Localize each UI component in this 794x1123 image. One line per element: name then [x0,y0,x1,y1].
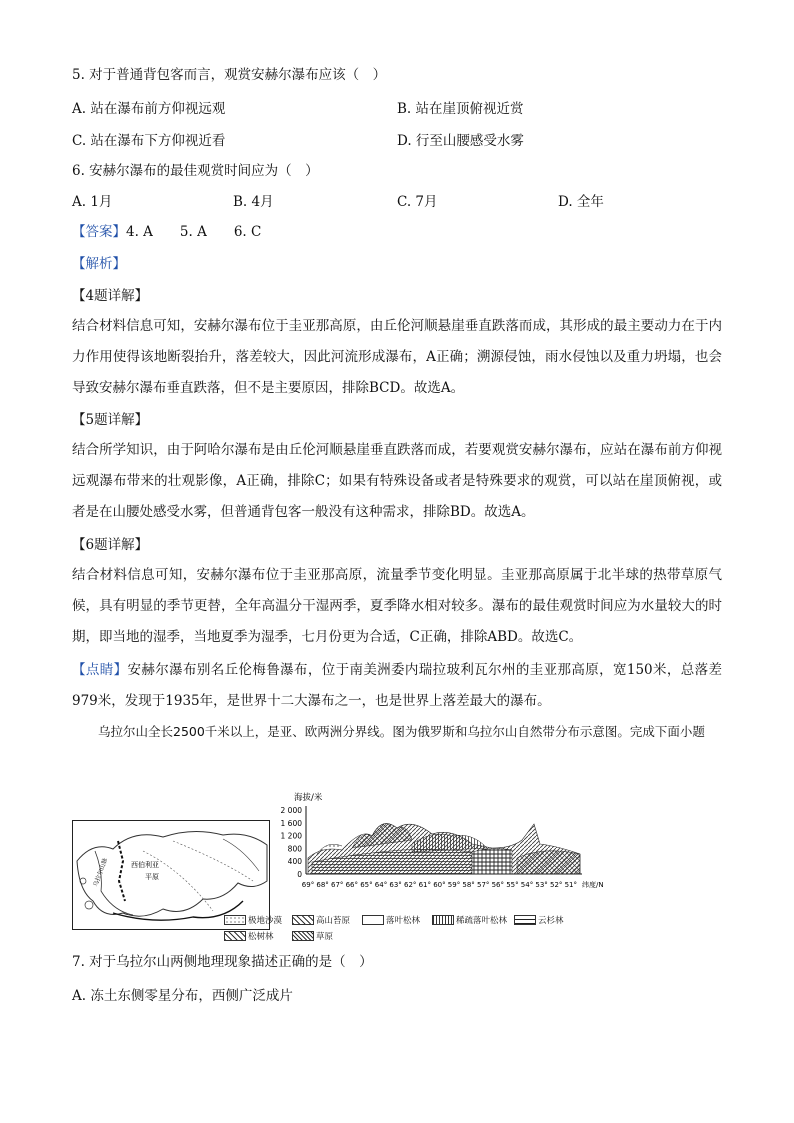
y-tick-label: 400 [287,857,302,867]
q6-option-c: C. 7月 [397,194,438,210]
y-ticks [281,806,303,879]
legend-item-larch [362,914,420,926]
analysis-tag: 【解析】 [72,256,126,272]
answer-tag: 【答案】 [72,224,126,240]
detail-4-heading: 【4题详解】 [72,288,149,304]
detail-4-text: 结合材料信息可知，安赫尔瀑布位于圭亚那高原，由丘伦河顺悬崖垂直跌落而成，其形成的最主要动力在于内力作用使得该地断裂抬升，落差较大，因此河流形成瀑布，A正确；溯源侵蚀，雨水侵蚀以及重力坍塌，也会导致安赫尔瀑布垂直跌落，但不是主要原因，排除BCD。故选A。 [72,318,722,396]
x-tick-label: 52° [549,881,563,889]
x-ticks [302,881,577,889]
y-tick-label: 800 [287,844,302,854]
legend-swatch [292,915,314,925]
detail-6-heading: 【6题详解】 [72,537,149,553]
x-tick-label: 55° [506,881,519,889]
map-label-a: 西伯利亚 [131,861,159,869]
detail-5-heading: 【5题详解】 [72,412,149,428]
legend-label: 松树林 [248,932,274,942]
map-label-b: 平原 [145,873,159,881]
q6-option-b: B. 4月 [233,194,274,210]
legend-swatch [224,915,246,925]
uralian-intro: 乌拉尔山全长2500千米以上，是亚、欧两洲分界线。图为俄罗斯和乌拉尔山自然带分布示意图。完成下面小题 [98,724,705,739]
legend-item-alpine-tundra [292,914,350,926]
legend-swatch [292,931,314,941]
figure-russia-ural [72,788,622,920]
q7-option-a: A. 冻土东侧零星分布，西侧广泛成片 [72,988,293,1004]
x-tick-label: 58° [462,881,475,889]
answer-text: 4. A 5. A 6. C [126,224,262,240]
x-tick-label: 51° [564,881,578,889]
legend-label: 极地沙漠 [248,916,283,926]
x-tick-label: 57° [476,881,490,889]
legend-label: 草原 [316,932,334,942]
q6-stem: 6. 安赫尔瀑布的最佳观赏时间应为（ ） [72,163,319,179]
band-spruce [472,848,512,874]
x-tick-label: 65° [360,881,373,889]
elevation-profile [272,788,622,920]
legend-label: 落叶松林 [386,916,421,926]
y-tick-label: 1 200 [280,831,302,841]
detail-5-text: 结合所学知识，由于阿哈尔瀑布是由丘伦河顺悬崖垂直跌落而成，若要观赏安赫尔瀑布，应站在瀑布前方仰视远观瀑布带来的壮观影像，A正确，排除C；如果有特殊设备或者是特殊要求的观赏，可以站在崖顶俯视，或者是在山腰处感受水雾，但普通背包客一般没有这种需求，排除BD。故选A。 [72,442,722,520]
x-tick-label: 64° [374,881,388,889]
x-tick-label: 62° [403,881,417,889]
x-tick-label: 56° [491,881,505,889]
legend-label: 高山苔原 [316,916,351,926]
x-tick-label: 54° [520,881,534,889]
legend-item-polar-desert [224,914,282,926]
legend-swatch [224,931,246,941]
legend-item-steppe [292,930,333,942]
q6-option-d: D. 全年 [558,194,604,210]
legend-swatch [362,915,384,925]
legend-item-pine [224,930,274,942]
legend-item-spruce [514,914,564,926]
x-tick-label: 67° [330,881,344,889]
x-tick-label: 53° [535,881,548,889]
band-steppe [517,851,580,874]
q5-option-c: C. 站在瀑布下方仰视近看 [72,133,226,149]
y-axis-label: 海拔/米 [294,793,323,803]
y-tick-label: 1 600 [280,818,302,828]
answer-line [72,222,261,242]
q5-option-d: D. 行至山腰感受水雾 [397,133,524,149]
q6-option-a: A. 1月 [72,194,113,210]
x-axis-label: 纬度/N [582,881,604,889]
x-tick-label: 61° [418,881,432,889]
tip-tag: 【点睛】 [72,662,128,678]
legend-swatch [432,915,454,925]
x-tick-label: 68° [316,881,329,889]
legend-label: 云杉林 [538,916,564,926]
tip-paragraph [72,655,722,717]
tip-text: 安赫尔瀑布别名丘伦梅鲁瀑布，位于南美洲委内瑞拉玻利瓦尔州的圭亚那高原，宽150米，总落差979米，发现于1935年，是世界十二大瀑布之一，也是世界上落差最大的瀑布。 [72,662,722,709]
profile-svg [272,788,622,920]
x-tick-label: 63° [389,881,402,889]
x-tick-label: 59° [447,881,461,889]
x-tick-label: 66° [345,881,359,889]
x-tick-label: 60° [433,881,446,889]
y-tick-label: 0 [297,870,302,879]
legend-label: 稀疏落叶松林 [456,916,508,926]
y-tick-label: 2 000 [280,806,302,815]
q5-option-a: A. 站在瀑布前方仰视远观 [72,101,226,117]
detail-6-text: 结合材料信息可知，安赫尔瀑布位于圭亚那高原，流量季节变化明显。圭亚那高原属于北半球的热带草原气候，具有明显的季节更替，全年高温分干湿两季，夏季降水相对较多。瀑布的最佳观赏时间应为水量较大的时期，即当地的湿季，当地夏季为湿季，七月份更为合适，C正确，排除ABD。故选C。 [72,567,722,645]
russia-map-svg [73,821,269,929]
legend-item-sparse-larch [432,914,507,926]
q7-stem: 7. 对于乌拉尔山两侧地理现象描述正确的是（ ） [72,954,373,970]
legend-swatch [514,915,536,925]
q5-option-b: B. 站在崖顶俯视近赏 [397,101,524,117]
map-label-c: 乌拉尔山脉 [92,857,110,888]
x-tick-label: 69° [301,881,315,889]
q5-stem: 5. 对于普通背包客而言，观赏安赫尔瀑布应该（ ） [72,67,387,83]
